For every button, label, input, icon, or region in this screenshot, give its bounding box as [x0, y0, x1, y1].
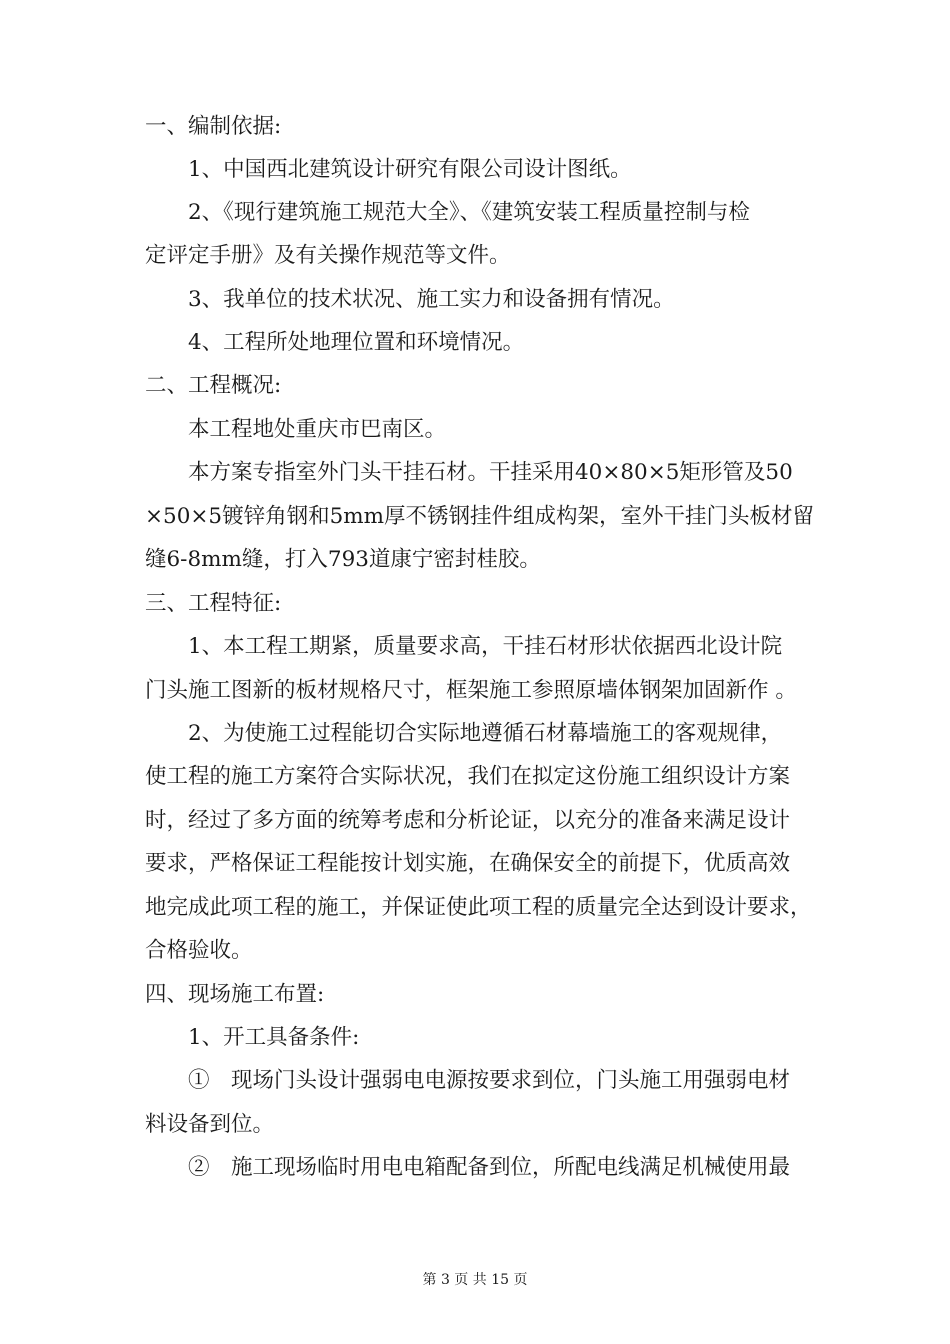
features-item-1-line-2: 门头施工图新的板材规格尺寸，框架施工参照原墙体钢架加固新作 。 — [145, 678, 797, 703]
section-heading-basis: 一、编制依据: — [145, 114, 282, 139]
basis-item-4: 4、工程所处地理位置和环境情况。 — [188, 330, 525, 355]
section-heading-site-layout: 四、现场施工布置: — [145, 982, 325, 1007]
overview-paragraph-2-line-1: 本方案专指室外门头干挂石材。干挂采用40×80×5矩形管及50 — [188, 460, 793, 485]
basis-item-2-line-2: 定评定手册》及有关操作规范等文件。 — [145, 243, 511, 268]
section-heading-overview: 二、工程概况: — [145, 373, 282, 398]
features-item-2-line-5: 地完成此项工程的施工，并保证使此项工程的质量完全达到设计要求， — [145, 895, 812, 920]
site-layout-subitem-1-line-1: ① 现场门头设计强弱电电源按要求到位，门头施工用强弱电材 — [188, 1068, 791, 1093]
site-layout-subitem-1-line-2: 料设备到位。 — [145, 1112, 275, 1137]
page-footer: 第 3 页 共 15 页 — [422, 1272, 528, 1288]
features-item-2-line-4: 要求，严格保证工程能按计划实施，在确保安全的前提下，优质高效 — [145, 851, 791, 876]
site-layout-item-1: 1、开工具备条件: — [188, 1025, 360, 1050]
features-item-1-line-1: 1、本工程工期紧，质量要求高，干挂石材形状依据西北设计院 — [188, 634, 783, 659]
basis-item-3: 3、我单位的技术状况、施工实力和设备拥有情况。 — [188, 287, 675, 312]
overview-paragraph-2-line-3: 缝6-8mm缝，打入793道康宁密封桂胶。 — [145, 547, 541, 572]
overview-paragraph-2-line-2: ×50×5镀锌角钢和5mm厚不锈钢挂件组成构架，室外干挂门头板材留 — [145, 504, 815, 529]
site-layout-subitem-2-line-1: ② 施工现场临时用电电箱配备到位，所配电线满足机械使用最 — [188, 1155, 791, 1180]
basis-item-1: 1、中国西北建筑设计研究有限公司设计图纸。 — [188, 157, 632, 182]
basis-item-2-line-1: 2、《现行建筑施工规范大全》、《建筑安装工程质量控制与检 — [188, 200, 750, 225]
features-item-2-line-3: 时，经过了多方面的统筹考虑和分析论证，以充分的准备来满足设计 — [145, 808, 791, 833]
section-heading-features: 三、工程特征: — [145, 591, 282, 616]
features-item-2-line-2: 使工程的施工方案符合实际状况，我们在拟定这份施工组织设计方案 — [145, 764, 791, 789]
features-item-2-line-1: 2、为使施工过程能切合实际地遵循石材幕墙施工的客观规律， — [188, 721, 783, 746]
features-item-2-line-6: 合格验收。 — [145, 938, 253, 963]
overview-paragraph-1: 本工程地处重庆市巴南区。 — [188, 417, 447, 442]
